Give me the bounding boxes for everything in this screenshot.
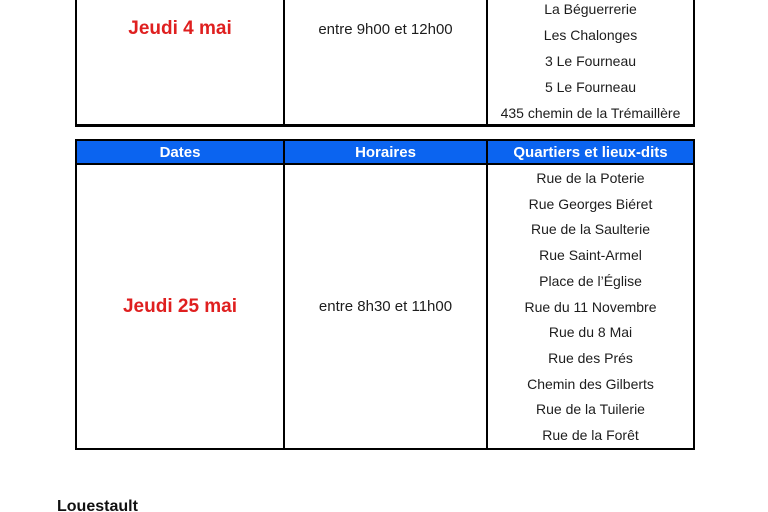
lieu-dit-line: Rue de la Tuilerie bbox=[536, 401, 645, 418]
lieu-dit-line: Rue Georges Biéret bbox=[528, 195, 653, 212]
lieu-dit-line: Rue de la Poterie bbox=[536, 170, 645, 186]
hours-value: entre 9h00 et 12h00 bbox=[318, 21, 453, 38]
date-value: Jeudi 4 mai bbox=[128, 18, 232, 39]
lieux-list bbox=[488, 165, 693, 448]
date-cell bbox=[77, 0, 285, 124]
lieu-dit-line: 5 Le Fourneau bbox=[544, 79, 637, 95]
date-value: Jeudi 25 mai bbox=[122, 295, 238, 317]
hours-cell bbox=[285, 165, 488, 448]
lieu-dit-line: Rue de la Saulterie bbox=[530, 221, 651, 238]
lieu-dit-line: Rue Saint-Armel bbox=[539, 247, 642, 264]
date-cell bbox=[77, 165, 285, 448]
lieu-dit-line: Les Chalonges bbox=[543, 27, 638, 43]
header-dates: Dates bbox=[77, 141, 285, 165]
hours-value: entre 8h30 et 11h00 bbox=[318, 298, 453, 315]
header-quartiers: Quartiers et lieux-dits bbox=[488, 141, 693, 165]
lieu-dit-line: 435 chemin de la Trémaillère bbox=[500, 105, 681, 121]
lieu-dit-line: Rue du 11 Novembre bbox=[524, 298, 657, 315]
lieu-dit-line: 3 Le Fourneau bbox=[544, 53, 637, 69]
lieu-dit-line: Rue des Prés bbox=[548, 349, 633, 366]
lieux-cell bbox=[488, 0, 693, 124]
lieu-dit-line: Chemin des Gilberts bbox=[527, 375, 654, 392]
lieux-cell bbox=[488, 165, 693, 448]
lieu-dit-line: Rue du 8 Mai bbox=[548, 324, 633, 341]
header-horaires: Horaires bbox=[285, 141, 488, 165]
lieu-dit-line: Rue de la Forêt bbox=[542, 427, 639, 444]
schedule-table-may25 bbox=[75, 139, 695, 450]
lieu-dit-line: La Béguerrerie bbox=[544, 1, 637, 17]
lieux-list bbox=[488, 0, 693, 124]
section-title-louestault: Louestault bbox=[57, 498, 138, 512]
lieu-dit-line: Place de l’Église bbox=[539, 272, 642, 289]
hours-cell bbox=[285, 0, 488, 124]
schedule-table-may4 bbox=[75, 0, 695, 127]
